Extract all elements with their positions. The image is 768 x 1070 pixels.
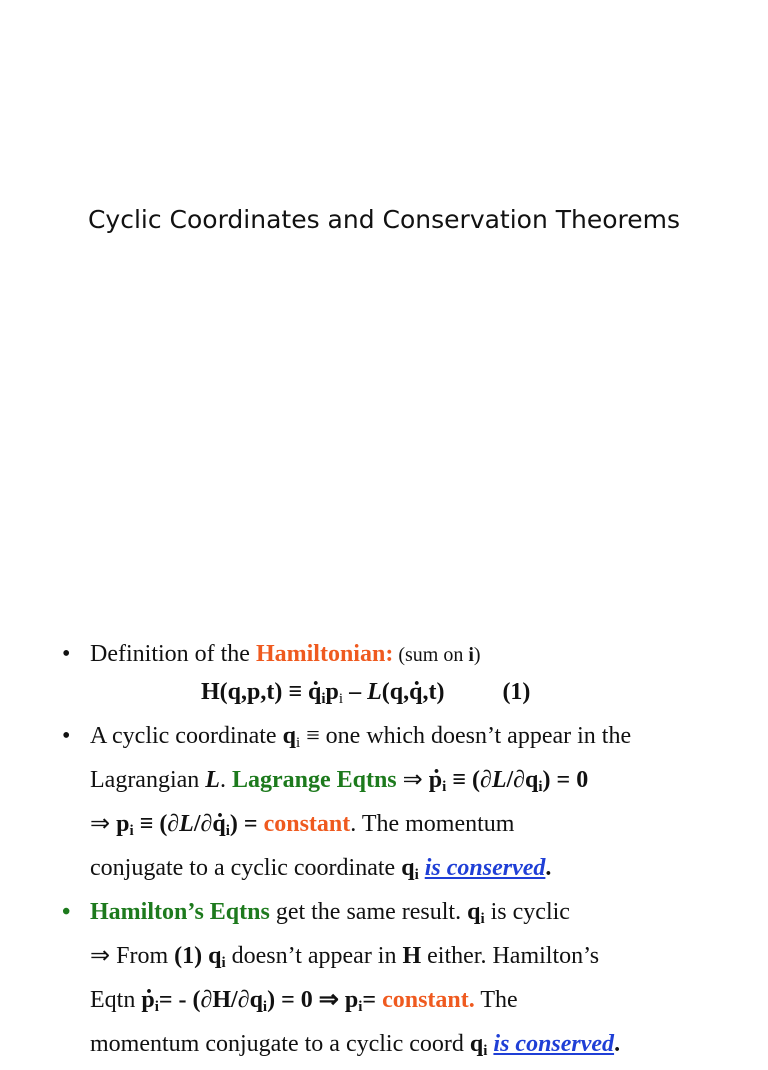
bullet-icon: • bbox=[62, 723, 71, 749]
cyclic-line-4: conjugate to a cyclic coordinate $q_i$ is conserved. bbox=[90, 855, 552, 883]
slide-content bbox=[60, 636, 760, 1070]
hamiltonian-highlight: Hamiltonian: bbox=[255, 641, 394, 667]
hamilton-line-4: momentum conjugate to a cyclic coord $q_i$ is conserved. bbox=[90, 1031, 621, 1059]
cyclic-line-2: Lagrangian L. Lagrange Eqtns ⇒ . $p_i \equiv (\partial L/\partial q_i) = 0$ bbox=[60, 762, 760, 806]
is-conserved-highlight: is conserved bbox=[424, 855, 546, 881]
bullet-icon: • bbox=[62, 899, 71, 925]
hamilton-line-2: ⇒ From (1) $q_i$ doesn’t appear in H either. Hamilton’s bbox=[90, 943, 600, 971]
slide-title: Cyclic Coordinates and Conservation Theorems bbox=[87, 205, 681, 234]
lagrange-eqtns-highlight: Lagrange Eqtns bbox=[231, 767, 397, 793]
constant-highlight: constant bbox=[263, 811, 351, 837]
bullet-cyclic-coordinate: • A cyclic coordinate $q_i$ ≡ one which doesn’t appear in the bbox=[60, 718, 760, 762]
bullet-hamiltonian-definition: • Definition of the Hamiltonian: (sum on i) bbox=[60, 636, 760, 674]
hamilton-line-3: Eqtn . $p_i= - (\partial H/\partial q_i) = 0$ ⇒ $p_i=$ constant. The bbox=[60, 982, 760, 1026]
bullet-icon: • bbox=[62, 641, 71, 667]
constant-highlight-2: constant. bbox=[382, 987, 475, 1013]
is-conserved-highlight-2: is conserved bbox=[493, 1031, 615, 1057]
bullet-hamiltons-eqtns: • Hamilton’s Eqtns get the same result. $q_i$ is cyclic bbox=[60, 894, 760, 938]
cyclic-line-3: ⇒ $p_i \equiv (\partial L/\partial$. $q_i$) = constant. The momentum bbox=[60, 806, 760, 850]
hamiltonian-formula: H(q,p,t) ≡ . $q_ip_i - L(q$,. q,t) (1) bbox=[60, 674, 760, 718]
equation-number: (1) bbox=[502, 679, 531, 705]
hamiltons-eqtns-highlight: Hamilton’s Eqtns bbox=[90, 899, 270, 925]
